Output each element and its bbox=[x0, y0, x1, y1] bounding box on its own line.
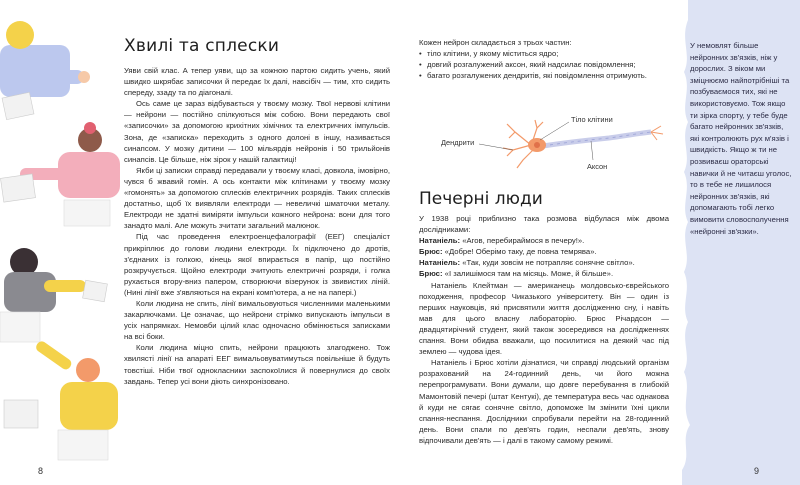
speaker-name: Натаніель: bbox=[419, 236, 461, 246]
paragraph: Ось саме це зараз відбувається у твоєму мозку. Твої нервові клітини — нейрони — постійно спілкуються між собою. Вони передають свої «записочки» за допомогою крихітних хімічних та електричних імпульсів. Зона, де «записка» переходить з одного долоні в іншу, називається синапсом. У мозку дитини — 100 мільярдів нейронів і 50 трильйонів синапсів. Це більше, ніж зірок у нашій галактиці! bbox=[124, 99, 390, 164]
page-title: Хвилі та сплески bbox=[124, 36, 280, 56]
cave-dialog-section bbox=[419, 213, 669, 446]
neuron-parts-intro bbox=[419, 37, 667, 81]
neuron-parts-list bbox=[419, 48, 667, 81]
dialog-line bbox=[419, 246, 669, 257]
speaker-name: Брюс: bbox=[419, 269, 443, 279]
student-figure-1 bbox=[0, 21, 90, 120]
dendrites-label: Дендрити bbox=[441, 138, 475, 147]
dialog-line bbox=[419, 235, 669, 246]
student-figure-3 bbox=[0, 248, 107, 342]
neuron-diagram bbox=[419, 98, 669, 178]
list-item: • тіло клітини, у якому міститься ядро; bbox=[419, 48, 667, 59]
paragraph: Під час проведення електроенцефалографії (ЕЕГ) спеціаліст прикріплює до голови людини електроди. Їх підключено до дротів, з'єднаних із голкою, кінець якої впирається в папір, що постійно розкручується. Щойно електроди зчитують електричні розряди, і голка рухається вгору-вниз папером, створюючи візерунок із звивистих ліній. (Нині лінії вже з'являються на екрані комп'ютера, а не на папері.) bbox=[124, 232, 390, 297]
paragraph: Натаніель і Брюс хотіли дізнатися, чи справді людський організм розрахований на 24-годинний день, чи його можна перепрограмувати. Вони думали, що довге перебування в глибокій Мамонтовій печері (штат Кентукі), де температура весь час однакова й куди не сягає сонячне світло, допоможе їм змінити їхні цикли спання-неспання. Дослідники спробували перейти на 28-годинний день. Вони спали по дев'ять годин, неспали дев'ять, знову відпочивали дев'ять — і далі в такому самому режимі. bbox=[419, 358, 669, 445]
section-title: Печерні люди bbox=[419, 189, 543, 209]
list-item: • довгий розгалужений аксон, який надсилає повідомлення; bbox=[419, 59, 667, 70]
list-item: • багато розгалужених дендритів, які повідомлення отримують. bbox=[419, 70, 667, 81]
dialog-intro: У 1938 році приблизно така розмова відбулася між двома дослідниками: bbox=[419, 214, 669, 235]
paragraph: Коли людина міцно спить, нейрони працюють злагоджено. Тож хвилясті лінії на апараті ЕЕГ вимальовуватимуться повільніше й будуть товстіші. Ніби твої однокласники заспокоїлися й повернулися до своїх завдань. Тепер усі вони діють синхронізовано. bbox=[124, 343, 390, 386]
dialog-line bbox=[419, 268, 669, 279]
cell-body-label: Тіло клітини bbox=[571, 115, 613, 124]
student-figure-2 bbox=[0, 122, 120, 226]
dialog-text: «Так, куди зовсім не потрапляє сонячне світло». bbox=[462, 258, 635, 268]
paragraph: Коли людина не спить, лінії вимальовуються численними маленькими закарлючками. Це означає, що нейрони стрімко випускають імпульси в усіх напрямках. Немовби цілий клас одночасно обмінюється записками на всі боки. bbox=[124, 298, 390, 342]
dialog-text: «І залишімося там на місяць. Може, й більше». bbox=[444, 269, 614, 279]
neuron-intro-text: Кожен нейрон складається з трьох частин: bbox=[419, 38, 572, 47]
page-number-left: 8 bbox=[38, 466, 44, 476]
page-number-right: 9 bbox=[754, 466, 760, 476]
students-passing-notes-illustration bbox=[0, 0, 120, 485]
speaker-name: Натаніель: bbox=[419, 258, 461, 268]
paragraph: Якби ці записки справді передавали у твоєму класі, довкола, імовірно, чувся б жвавий гомін. А ось контакти між клітинами у твоєму мозку «гомонять» за допомогою сплесків електричних розрядів. Таких сплесків достатньо, щоб їх виявляли електроди — невеличкі шматочки металу. Електроди не здатні виміряти імпульси кожного нейрона: вони для того занадто малі. Але можуть зчитати загальний малюнок. bbox=[124, 165, 390, 231]
paragraph: Натаніель Клейтман — американець молдовсько-єврейського походження, професор Чиказького університету. Він — один із перших науковців, які присвятили життя дослідженню сну, і навіть мав для цього власну лабораторію. Брюс Річардсон — двадцятирічний студент, який також зосередився на дослідженнях спання. Вони обидва вважали, що посилитися на деякий час під землею — чудова ідея. bbox=[419, 280, 669, 357]
axon-label: Аксон bbox=[587, 162, 608, 171]
left-page-content bbox=[124, 36, 390, 387]
sidebar-fact-text: У немовлят більше нейронних зв'язків, ніж у дорослих. З віком ми зміцнюємо найпотрібніші та позбуваємося тих, які не використовуємо. Тож якщо ти зірка спорту, у тебе буде багато нейронних зв'язків, які контролюють рух м'язів і швидкість. Якщо ж ти не розвиваєш ораторські навички й не читаєш уголос, то в тебе не лишилося нейронних зв'язків, які допомагають тобі легко вимовити словосполучення «нейронні зв'язки». bbox=[690, 41, 792, 236]
dialog-text: «Добре! Оберімо таку, де повна темрява». bbox=[444, 247, 597, 257]
paragraph: Уяви свій клас. А тепер уяви, що за кожною партою сидить учень, який швидко шкрябає записочки й передає їх далі, навсібіч — тим, хто сидить спереду, ззаду та по діагоналі. bbox=[124, 66, 390, 98]
dialog-line bbox=[419, 257, 669, 268]
dialog-text: «Агов, перебираймося в печеру!». bbox=[462, 236, 585, 246]
speaker-name: Брюс: bbox=[419, 247, 443, 257]
student-figure-4 bbox=[4, 339, 118, 460]
